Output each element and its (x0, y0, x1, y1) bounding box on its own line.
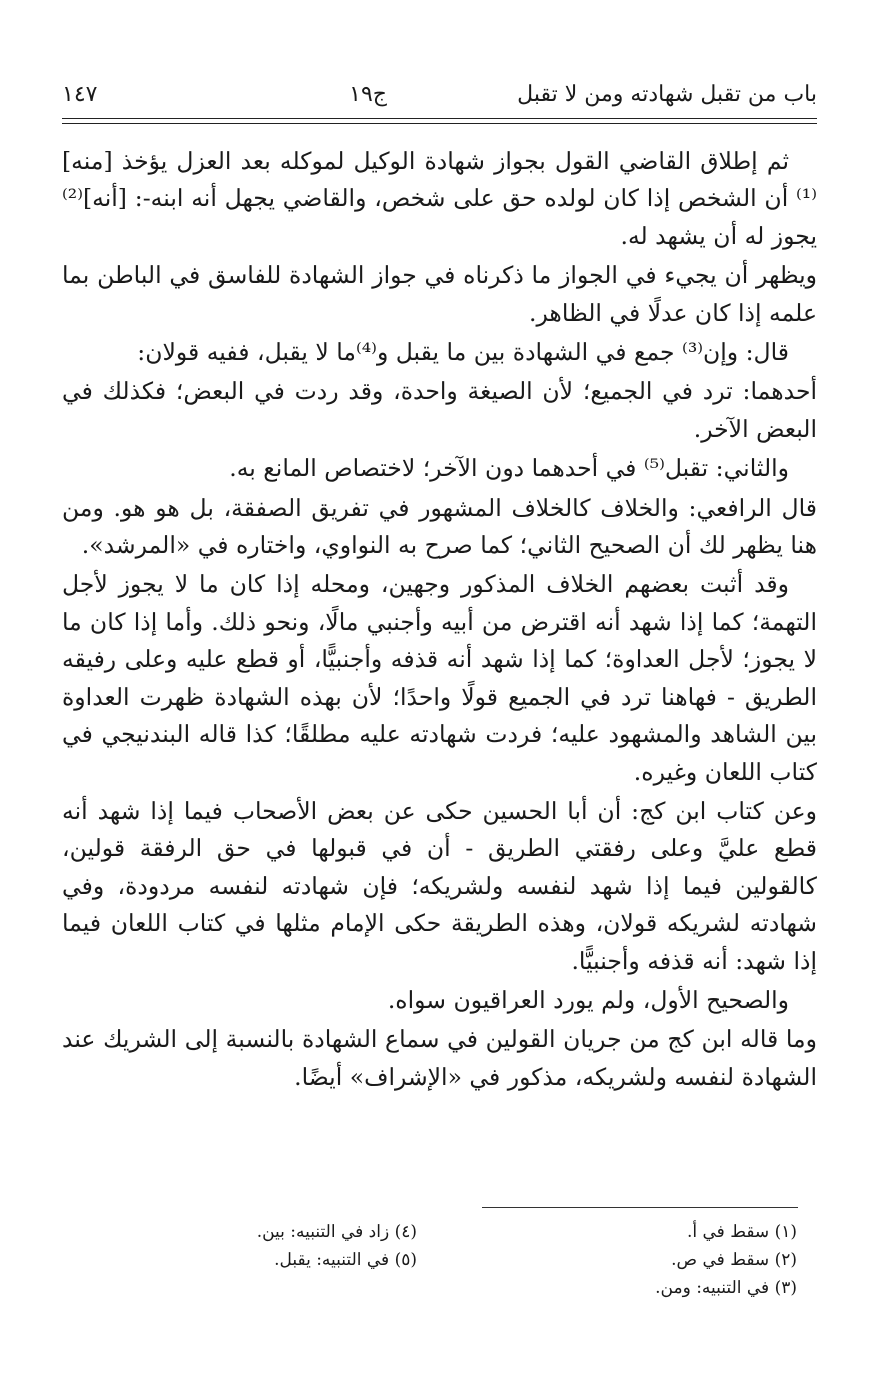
paragraph: ويظهر أن يجيء في الجواز ما ذكرناه في جواز الشهادة للفاسق في الباطن بما علمه إذا كان عدلًا في الظاهر. (62, 261, 817, 327)
footnote-column-left (117, 1218, 417, 1274)
running-header (62, 78, 817, 112)
header-rule (62, 118, 817, 119)
chapter-title: باب من تقبل شهادته ومن لا تقبل (517, 82, 817, 107)
paragraph: قال: وإن⁽³⁾ جمع في الشهادة بين ما يقبل و⁽⁴⁾ما لا يقبل، ففيه قولان: (137, 338, 789, 367)
volume-label: ج١٩ (349, 82, 387, 107)
paragraph: والصحيح الأول، ولم يورد العراقيون سواه. (387, 985, 789, 1014)
footnote: (١) سقط في أ. (686, 1222, 797, 1242)
paragraph: والثاني: تقبل⁽⁵⁾ في أحدهما دون الآخر؛ لاختصاص المانع به. (229, 454, 789, 483)
footnote-rule (482, 1207, 798, 1208)
footnote: (٣) في التنبيه: ومن. (655, 1278, 797, 1298)
paragraph: وما قاله ابن كج من جريان القولين في سماع الشهادة بالنسبة إلى الشريك عند الشهادة لنفسه ولشريكه، مذكور في «الإشراف» أيضًا. (62, 1025, 817, 1091)
footnote: (٥) في التنبيه: يقبل. (274, 1250, 417, 1270)
header-rule-thin (62, 123, 817, 124)
paragraph: وعن كتاب ابن كج: أن أبا الحسين حكى عن بعض الأصحاب فيما إذا شهد أنه قطع عليَّ وعلى رفقتي الطريق - أن في قبولها في حق الرفقة قولين، كالقولين فيما إذا شهد لنفسه ولشريكه؛ فإن شهادته لنفسه مردودة، وفي شهادته لشريكه قولان، وهذه الطريقة حكى الإمام مثلها في كتاب اللعان فيما إذا شهد: أنه قذفه وأجنبيًّا. (62, 796, 817, 975)
paragraph: أحدهما: ترد في الجميع؛ لأن الصيغة واحدة، وقد ردت في البعض؛ فكذلك في البعض الآخر. (62, 377, 817, 443)
footnote: (٤) زاد في التنبيه: بين. (256, 1222, 417, 1242)
paragraph: قال الرافعي: والخلاف كالخلاف المشهور في تفريق الصفقة، بل هو هو. ومن هنا يظهر لك أن الصحيح الثاني؛ كما صرح به النواوي، واختاره في «المرشد». (62, 493, 817, 560)
paragraph: ثم إطلاق القاضي القول بجواز شهادة الوكيل لموكله بعد العزل يؤخذ [منه]⁽¹⁾ أن الشخص إذا كان لولده حق على شخص، والقاضي يجهل أنه ابنه-: [أنه]⁽²⁾ يجوز له أن يشهد له. (62, 147, 817, 250)
footnote: (٢) سقط في ص. (671, 1250, 797, 1270)
footnote-column-right (497, 1218, 797, 1302)
main-text (62, 143, 817, 1098)
page-number: ١٤٧ (62, 82, 98, 107)
paragraph: وقد أثبت بعضهم الخلاف المذكور وجهين، ومحله إذا كان ما لا يجوز لأجل التهمة؛ كما إذا شهد أنه اقترض من أبيه وأجنبي مالًا، ونحو ذلك. وأما إذا كان ما لا يجوز؛ لأجل العداوة؛ كما إذا شهد أنه قذفه وأجنبيًّا، أو قطع عليه وعلى رفيقه الطريق - فهاهنا ترد في الجميع قولًا واحدًا؛ لأن بهذه الشهادة ظهرت العداوة بين الشاهد والمشهود عليه؛ فردت شهادته عليه مطلقًا؛ كذا قاله البندنيجي في كتاب اللعان وغيره. (62, 570, 817, 786)
